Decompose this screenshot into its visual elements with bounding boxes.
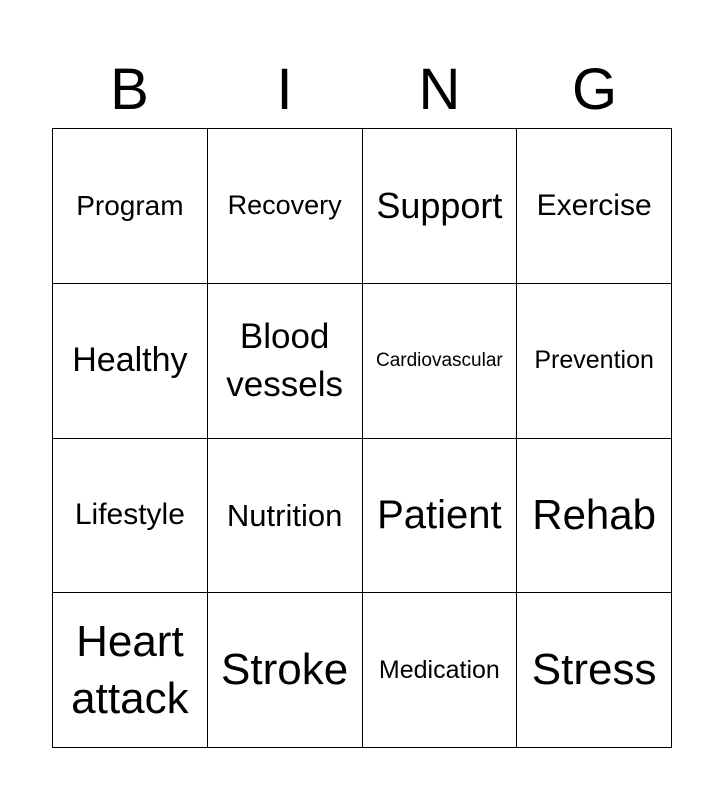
cell-label: Support [376, 185, 503, 227]
cell-label: Lifestyle [74, 498, 185, 532]
bingo-cell-r2-c3[interactable] [517, 439, 672, 594]
cell-label: Blood vessels [226, 317, 343, 404]
bingo-cell-r0-c2[interactable] [363, 129, 518, 284]
bingo-cell-r2-c1[interactable] [208, 439, 363, 594]
cell-label: Cardiovascular [376, 349, 503, 371]
bingo-header [52, 52, 672, 128]
cell-label: Stroke [221, 644, 349, 694]
cell-label: Rehab [532, 491, 656, 539]
bingo-board [52, 128, 672, 748]
header-letter-b: B [110, 57, 149, 122]
bingo-cell-r2-c2[interactable] [363, 439, 518, 594]
cell-label: Exercise [536, 188, 652, 222]
bingo-cell-r3-c2[interactable] [363, 593, 518, 748]
cell-label: Stress [531, 644, 657, 694]
header-letter-g: G [571, 57, 618, 122]
header-letter-n: N [418, 57, 461, 122]
cell-label: Patient [377, 493, 502, 538]
cell-label: Nutrition [226, 497, 343, 533]
bingo-cell-r2-c0[interactable] [53, 439, 208, 594]
bingo-cell-r3-c0[interactable] [53, 593, 208, 748]
bingo-cell-r1-c0[interactable] [53, 284, 208, 439]
bingo-cell-r1-c3[interactable] [517, 284, 672, 439]
bingo-cell-r0-c3[interactable] [517, 129, 672, 284]
cell-label: Healthy [72, 341, 188, 380]
bingo-cell-r0-c0[interactable] [53, 129, 208, 284]
bingo-cell-r1-c2[interactable] [363, 284, 518, 439]
header-letter-i: I [276, 57, 293, 122]
cell-label: Medication [378, 655, 500, 684]
bingo-cell-r0-c1[interactable] [208, 129, 363, 284]
bingo-cell-r3-c1[interactable] [208, 593, 363, 748]
cell-label: Prevention [534, 346, 654, 375]
cell-label: Recovery [227, 190, 342, 221]
bingo-cell-r3-c3[interactable] [517, 593, 672, 748]
bingo-cell-r1-c1[interactable] [208, 284, 363, 439]
cell-label: Program [76, 189, 184, 221]
cell-label: Heart attack [71, 616, 189, 724]
